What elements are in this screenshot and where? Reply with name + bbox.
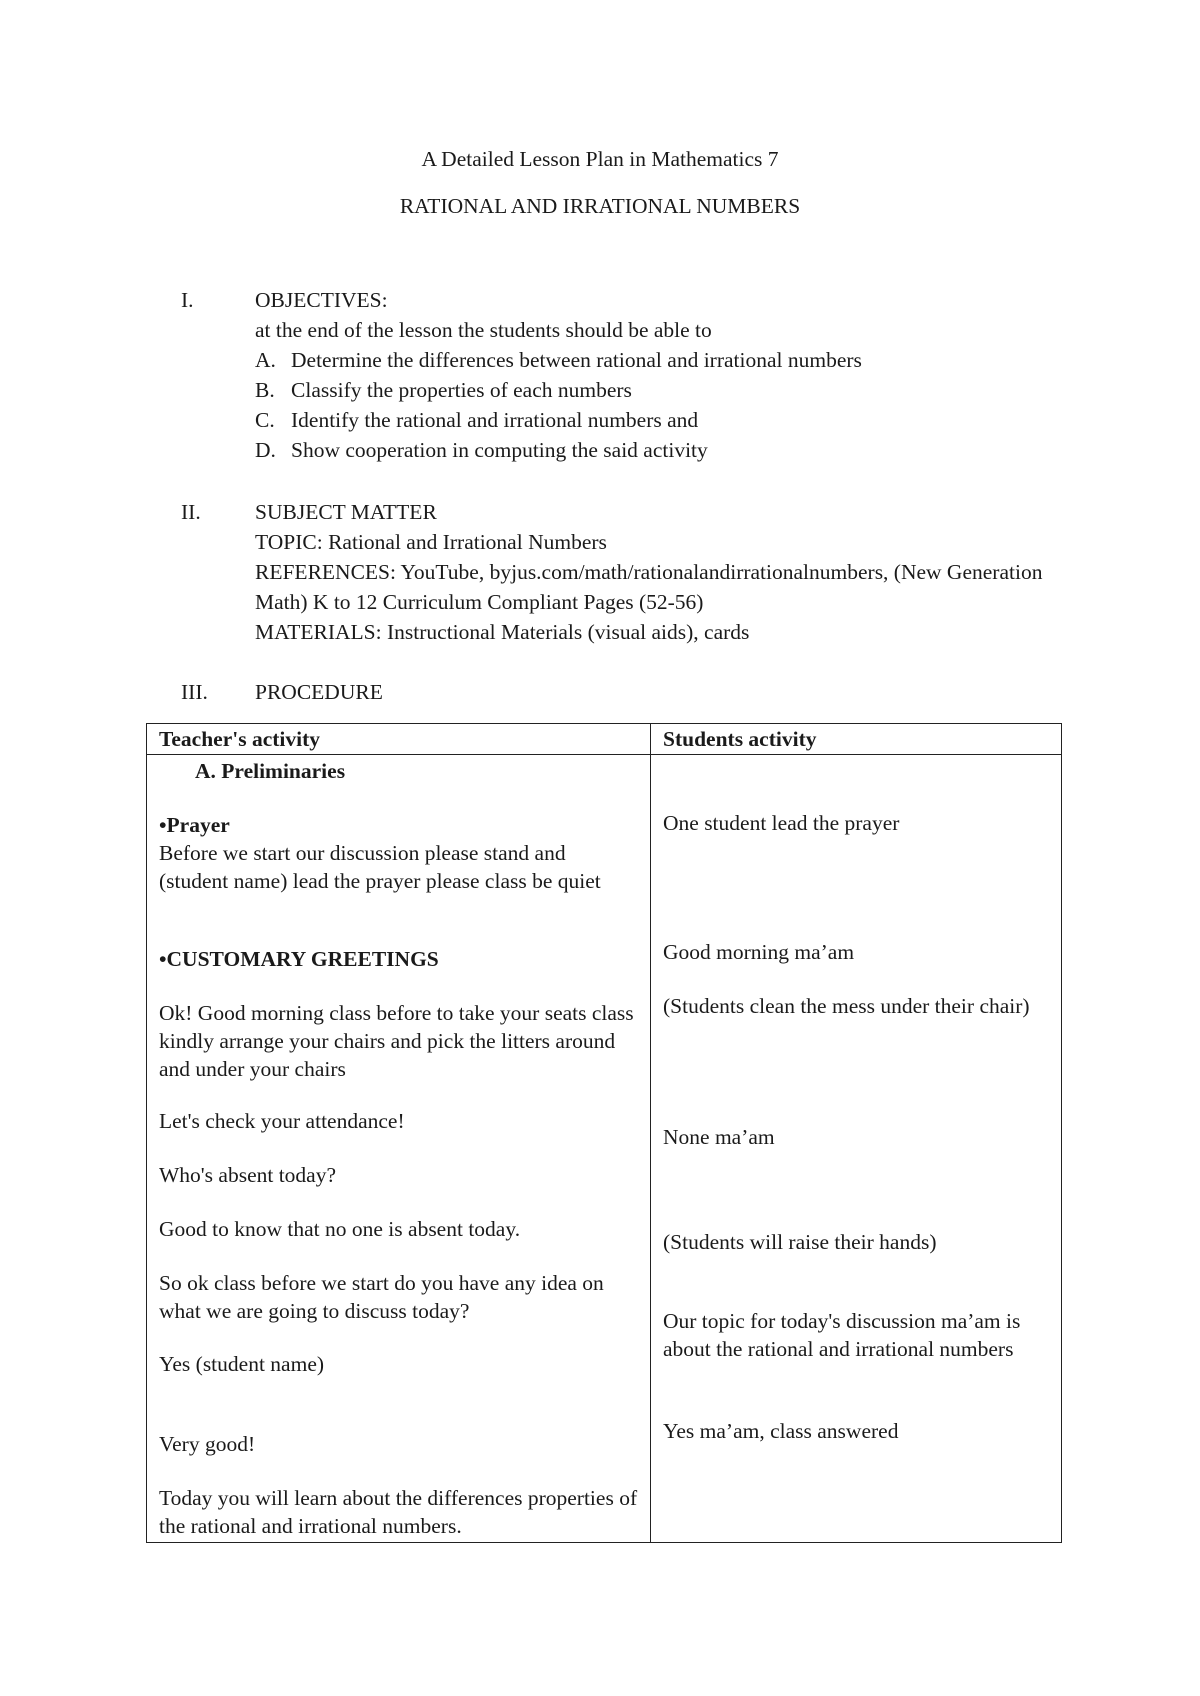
procedure-heading: PROCEDURE — [255, 680, 383, 704]
student-raise-response: (Students will raise their hands) — [663, 1230, 937, 1254]
objective-text: Identify the rational and irrational numbers and — [291, 408, 699, 432]
document-subtitle: RATIONAL AND IRRATIONAL NUMBERS — [399, 194, 801, 218]
objective-item — [255, 375, 1075, 405]
students-activity-cell — [651, 755, 1062, 1543]
procedure-table — [146, 723, 1062, 1543]
objective-item — [255, 345, 1075, 375]
objective-letter: D. — [255, 438, 276, 462]
students-activity-header: Students activity — [651, 724, 1062, 755]
table-row — [147, 755, 1062, 1543]
idea-question: So ok class before we start do you have any idea on what we are going to discuss today? — [159, 1271, 604, 1323]
absent-question: Who's absent today? — [159, 1163, 337, 1187]
yes-student-text: Yes (student name) — [159, 1352, 325, 1376]
prayer-text: Before we start our discussion please stand and (student name) lead the prayer please class be quiet — [159, 841, 601, 893]
student-prayer-response: One student lead the prayer — [663, 811, 900, 835]
objective-text: Show cooperation in computing the said activity — [291, 438, 708, 462]
no-absent-text: Good to know that no one is absent today. — [159, 1217, 521, 1241]
objective-letter: B. — [255, 378, 275, 402]
student-clean-response: (Students clean the mess under their chair) — [663, 994, 1030, 1018]
preliminaries-heading: A. Preliminaries — [195, 759, 346, 783]
very-good-text: Very good! — [159, 1432, 256, 1456]
document-title: A Detailed Lesson Plan in Mathematics 7 — [421, 147, 779, 171]
attendance-text: Let's check your attendance! — [159, 1109, 405, 1133]
procedure-numeral: III. — [181, 680, 208, 704]
teacher-activity-cell — [147, 755, 651, 1543]
student-topic-response: Our topic for today's discussion ma’am is about the rational and irrational numbers — [663, 1309, 1021, 1361]
objective-item — [255, 435, 1075, 465]
materials-line: MATERIALS: Instructional Materials (visual aids), cards — [255, 620, 750, 644]
objectives-numeral: I. — [181, 288, 194, 312]
table-header-row — [147, 724, 1062, 755]
teacher-activity-header: Teacher's activity — [147, 724, 651, 755]
today-learn-text: Today you will learn about the differences properties of the rational and irrational numbers. — [159, 1486, 638, 1538]
objectives-heading: OBJECTIVES: — [255, 288, 388, 312]
student-greeting-response: Good morning ma’am — [663, 940, 855, 964]
references-line: REFERENCES: YouTube, byjus.com/math/rationalandirrationalnumbers, (New Generation Math) K to 12 Curriculum Compliant Pages (52-56) — [255, 560, 1043, 614]
student-none-response: None ma’am — [663, 1125, 775, 1149]
objectives-intro: at the end of the lesson the students should be able to — [255, 318, 712, 342]
objective-text: Classify the properties of each numbers — [291, 378, 632, 402]
prayer-heading: •Prayer — [159, 813, 230, 837]
subject-matter-numeral: II. — [181, 500, 201, 524]
greetings-heading: •CUSTOMARY GREETINGS — [159, 947, 439, 971]
objective-text: Determine the differences between rational and irrational numbers — [291, 348, 862, 372]
student-answered-response: Yes ma’am, class answered — [663, 1419, 899, 1443]
topic-line: TOPIC: Rational and Irrational Numbers — [255, 530, 607, 554]
greetings-text: Ok! Good morning class before to take your seats class kindly arrange your chairs and pick the litters around and under your chairs — [159, 1001, 634, 1081]
objective-letter: A. — [255, 348, 276, 372]
subject-matter-heading: SUBJECT MATTER — [255, 500, 437, 524]
objective-item — [255, 405, 1075, 435]
objective-letter: C. — [255, 408, 275, 432]
